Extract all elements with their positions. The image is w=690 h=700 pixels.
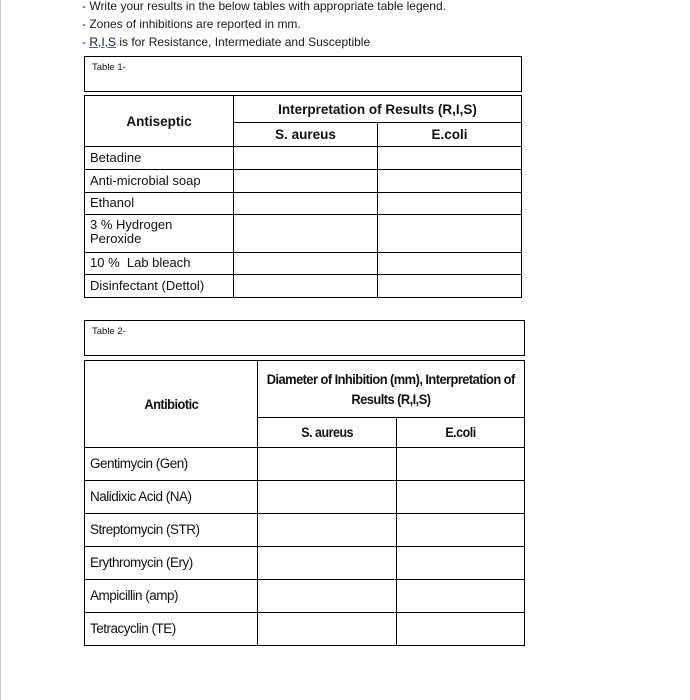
table1-row-label: Anti-microbial soap (90, 172, 201, 188)
table1-caption: Table 1- (92, 62, 126, 73)
table2-cell-empty (396, 579, 525, 613)
table2-row-label: Gentimycin (Gen) (90, 455, 188, 471)
table1-caption-box (84, 56, 522, 92)
table-row (84, 192, 234, 215)
table2-cell-empty (257, 480, 397, 514)
table1-cell-empty (377, 214, 522, 253)
table2-cell-empty (257, 447, 397, 481)
table2-header-e-coli-label: E.coli (445, 425, 476, 440)
table1-cell-empty (377, 192, 522, 215)
table1-header-interpretation-label: Interpretation of Results (R,I,S) (278, 101, 477, 117)
table1-header-e-coli-label: E.coli (431, 127, 468, 142)
table1-cell-empty (233, 192, 378, 215)
table2-header-diameter (257, 360, 525, 418)
table1-cell-empty (233, 252, 378, 275)
table1-cell-empty (233, 214, 378, 253)
table1-cell-empty (377, 146, 522, 170)
table1-cell-empty (377, 274, 522, 298)
table2-header-e-coli (396, 417, 525, 448)
table2-header-diameter-line2: Results (R,I,S) (351, 391, 431, 407)
instruction-line-3 (82, 35, 370, 49)
table1-header-e-coli (377, 122, 522, 147)
table1-header-s-aureus-label: S. aureus (275, 127, 336, 142)
table-row (84, 579, 258, 613)
table2-header-s-aureus-label: S. aureus (301, 425, 353, 440)
table2-cell-empty (396, 612, 525, 646)
table1-cell-empty (233, 169, 378, 193)
table2-row-label: Streptomycin (STR) (90, 521, 200, 537)
table2-cell-empty (257, 513, 397, 547)
table2-caption-box (84, 320, 525, 356)
table-row (84, 546, 258, 580)
table2-row-label: Erythromycin (Ery) (90, 554, 193, 570)
table2-cell-empty (257, 546, 397, 580)
table2-cell-empty (396, 447, 525, 481)
table-row (84, 612, 258, 646)
table-row (84, 214, 234, 253)
table2-header-antibiotic (84, 360, 258, 448)
table1-header-antiseptic (84, 95, 234, 147)
table2-cell-empty (396, 480, 525, 514)
table1-cell-empty (377, 169, 522, 193)
instruction-line-2: - Zones of inhibitions are reported in mm. (82, 17, 301, 31)
table-row (84, 447, 258, 481)
table-row (84, 513, 258, 547)
table1-row-label: 3 % Hydrogen Peroxide (90, 217, 173, 247)
table1-cell-empty (233, 274, 378, 298)
table1-cell-empty (233, 146, 378, 170)
table2-cell-empty (396, 513, 525, 547)
table1-row-label: Disinfectant (Dettol) (90, 277, 205, 293)
instruction-abbrev: R,I,S (89, 35, 117, 49)
table1-cell-empty (377, 252, 522, 275)
table2-row-label: Tetracyclin (TE) (90, 620, 176, 636)
table2-cell-empty (396, 546, 525, 580)
table1-row-label: Betadine (90, 149, 142, 165)
table2-header-antibiotic-label: Antibiotic (144, 396, 198, 412)
instruction-line-1: - Write your results in the below tables with appropriate table legend. (82, 0, 446, 13)
table2-cell-empty (257, 579, 397, 613)
table1-header-s-aureus (233, 122, 378, 147)
table2-row-label: Nalidixic Acid (NA) (90, 488, 192, 504)
table-row (84, 252, 234, 275)
table-row (84, 480, 258, 514)
table-row (84, 146, 234, 170)
table1-row-label: 10 % Lab bleach (90, 255, 191, 271)
table2-cell-empty (257, 612, 397, 646)
instruction-line-3-prefix: - (82, 35, 90, 49)
table1-row-label: Ethanol (90, 195, 135, 211)
page-left-edge (0, 0, 1, 700)
instruction-line-3-rest: is for Resistance, Intermediate and Susceptible (116, 35, 371, 49)
table-row (84, 274, 234, 298)
table2-caption: Table 2- (92, 326, 126, 337)
table1-header-interpretation (233, 95, 522, 123)
table-row (84, 169, 234, 193)
table2-header-diameter-line1: Diameter of Inhibition (mm), Interpretation of (267, 370, 515, 387)
table1-header-antiseptic-label: Antiseptic (126, 113, 192, 129)
table2-header-s-aureus (257, 417, 397, 448)
table2-row-label: Ampicillin (amp) (90, 587, 179, 603)
